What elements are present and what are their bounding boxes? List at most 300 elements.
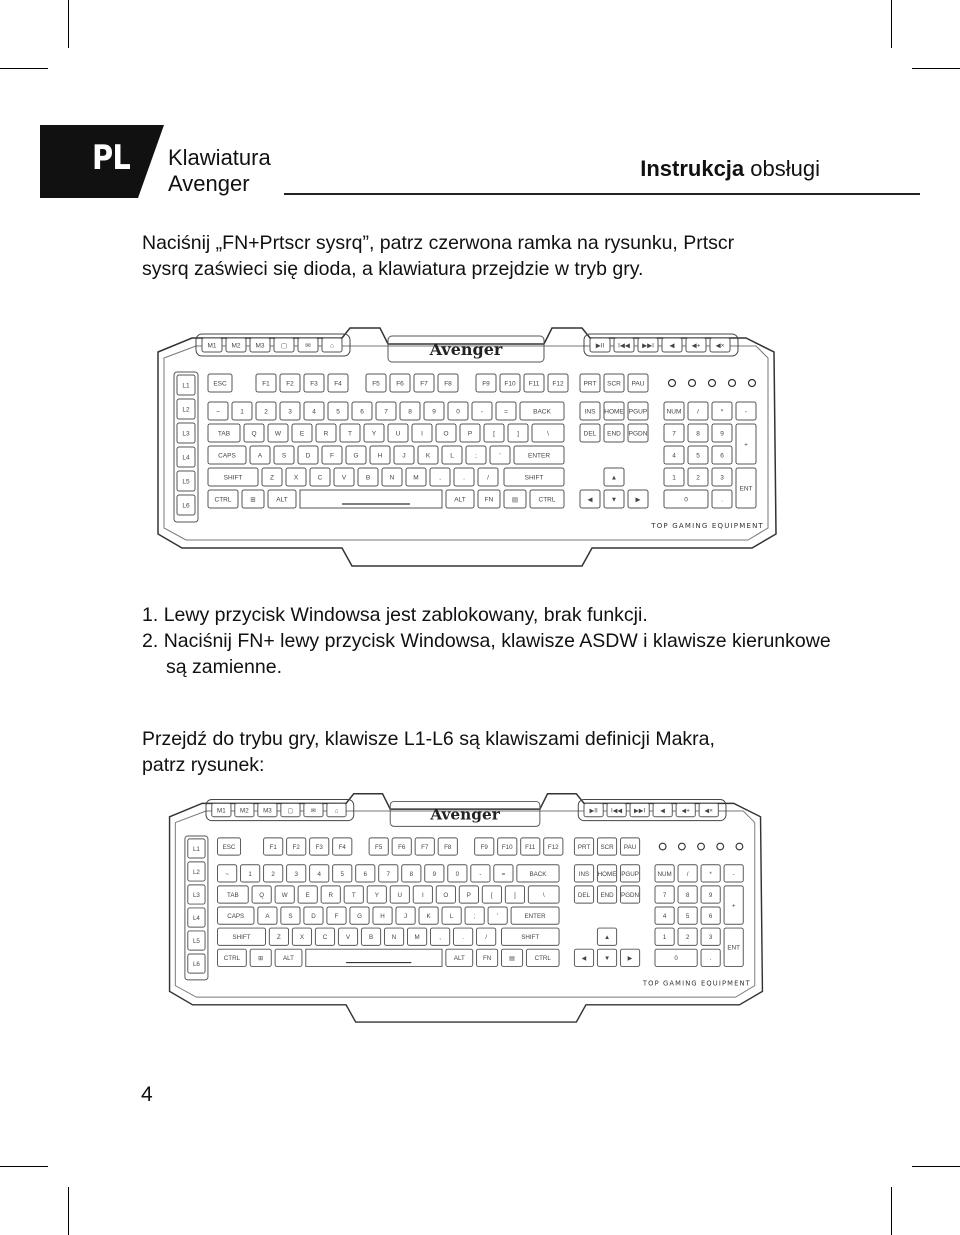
- key-label: G: [357, 912, 362, 920]
- keyboard-key: [630, 803, 649, 816]
- keyboard-key: [501, 949, 522, 966]
- keyboard-key: [218, 865, 237, 882]
- keyboard-key: [574, 865, 593, 882]
- key-label: ▶II: [595, 342, 605, 350]
- keyboard-key: [511, 907, 559, 924]
- key-label: F10: [501, 843, 513, 851]
- key-label: O: [443, 891, 449, 899]
- keyboard-key: [250, 949, 271, 966]
- crop-mark: [68, 0, 69, 48]
- key-label: L4: [182, 454, 190, 462]
- keyboard-key: [548, 374, 568, 392]
- keyboard-key: [315, 928, 334, 945]
- keyboard-key: [418, 446, 438, 464]
- keyboard-key: [655, 907, 674, 924]
- keyboard-key: [699, 803, 718, 816]
- keyboard-key: [396, 907, 415, 924]
- keyboard-key: [620, 838, 639, 855]
- key-label: ◀+: [691, 342, 701, 350]
- key-label: G: [353, 452, 359, 460]
- keyboard-key: [241, 865, 260, 882]
- key-label: -: [479, 870, 482, 878]
- keyboard-key: [604, 468, 624, 486]
- keyboard-key: [327, 907, 346, 924]
- key-label: PGUP: [628, 408, 648, 416]
- key-label: N: [389, 474, 395, 482]
- keyboard-key: [580, 490, 600, 508]
- key-label: ~: [225, 870, 229, 878]
- keyboard-key: [188, 839, 205, 858]
- keyboard-key: [517, 865, 559, 882]
- key-label: ▶▶I: [642, 342, 654, 350]
- keyboard-tagline: TOP GAMING EQUIPMENT: [642, 979, 751, 988]
- key-label: I◀◀: [610, 807, 623, 815]
- keyboard-key: [208, 490, 238, 508]
- keyboard-key: [177, 447, 195, 467]
- keyboard-key: [466, 446, 486, 464]
- key-label: Q: [251, 430, 257, 438]
- key-label: ◀: [581, 955, 587, 963]
- key-label: Y: [374, 891, 379, 899]
- keyboard-key: [662, 338, 682, 352]
- keyboard-key: [712, 402, 732, 420]
- keyboard-key: [528, 886, 559, 903]
- key-label: TAB: [217, 430, 231, 438]
- keyboard-key: [724, 928, 743, 966]
- intro-paragraph: [142, 230, 734, 282]
- keyboard-key: [321, 886, 340, 903]
- keyboard-key: [459, 886, 478, 903]
- keyboard-key: [400, 402, 420, 420]
- keyboard-key: [580, 424, 600, 442]
- keyboard-key: [620, 886, 639, 903]
- keyboard-figure-2: [160, 788, 772, 1024]
- key-label: ◀: [660, 807, 666, 815]
- product-name-line2: Avenger: [168, 171, 250, 196]
- keyboard-key: [638, 338, 658, 352]
- keyboard-key: [504, 490, 526, 508]
- key-label: X: [293, 474, 299, 482]
- keyboard-key: [287, 838, 306, 855]
- keyboard-key: [524, 374, 544, 392]
- key-label: SHIFT: [521, 934, 540, 942]
- keyboard-key: [494, 865, 513, 882]
- key-label: K: [425, 452, 431, 460]
- keyboard-key: [471, 865, 490, 882]
- key-label: NUM: [666, 408, 682, 416]
- keyboard-key: [604, 374, 624, 392]
- keyboard-key: [275, 949, 302, 966]
- keyboard-key: [664, 424, 684, 442]
- keyboard-key: [530, 490, 564, 508]
- key-label: F2: [286, 380, 294, 388]
- key-label: F4: [338, 843, 346, 851]
- key-label: M1: [217, 807, 226, 815]
- key-label: F7: [420, 380, 428, 388]
- keyboard-key: [328, 374, 348, 392]
- key-label: P: [466, 891, 471, 899]
- crop-mark: [0, 1166, 48, 1167]
- key-label: ⊞: [258, 955, 264, 963]
- keyboard-key: [188, 862, 205, 881]
- keyboard-key: [712, 424, 732, 442]
- header-rule: [284, 193, 920, 195]
- keyboard-key: [361, 928, 380, 945]
- key-label: F1: [262, 380, 270, 388]
- key-label: -: [480, 408, 484, 416]
- key-label: S: [281, 452, 287, 460]
- key-label: PRT: [577, 843, 591, 851]
- key-label: ESC: [213, 380, 227, 388]
- keyboard-key: [280, 402, 300, 420]
- key-label: J: [402, 452, 406, 460]
- keyboard-key: [597, 838, 616, 855]
- key-label: ALT: [454, 496, 466, 504]
- keyboard-key: [590, 338, 610, 352]
- keyboard-key: [500, 374, 520, 392]
- keyboard-key: [188, 885, 205, 904]
- keyboard-key: [477, 928, 496, 945]
- key-label: P: [467, 430, 473, 438]
- key-label: 2: [264, 408, 268, 416]
- key-label: PGUP: [621, 870, 639, 878]
- key-label: /: [485, 934, 488, 942]
- key-label: FN: [484, 496, 494, 504]
- key-label: .: [709, 955, 712, 963]
- key-label: F4: [334, 380, 342, 388]
- key-label: M: [413, 474, 419, 482]
- product-name-line1: Klawiatura: [168, 145, 271, 170]
- manual-title-rest: obsługi: [750, 156, 820, 181]
- keyboard-key: [664, 446, 684, 464]
- crop-mark: [68, 1187, 69, 1235]
- key-label: SCR: [607, 380, 621, 388]
- key-label: FN: [482, 955, 492, 963]
- keyboard-key: [376, 402, 396, 420]
- keyboard-key: [436, 886, 455, 903]
- keyboard-key: [356, 865, 375, 882]
- key-label: 3: [294, 870, 298, 878]
- crop-mark: [891, 1187, 892, 1235]
- key-label: C: [317, 474, 323, 482]
- key-label: ⊞: [250, 496, 256, 504]
- key-label: F11: [525, 843, 536, 851]
- key-label: 3: [720, 474, 724, 482]
- keyboard-key: [653, 803, 672, 816]
- key-label: ▶II: [589, 807, 598, 815]
- key-label: ◀: [587, 496, 593, 504]
- keyboard-key: [712, 490, 732, 508]
- keyboard-key: [177, 495, 195, 515]
- key-label: 8: [408, 408, 412, 416]
- keyboard-key: [333, 865, 352, 882]
- keyboard-inner-outline: [175, 811, 754, 997]
- keyboard-key: [472, 402, 492, 420]
- key-label: ✉: [310, 807, 317, 815]
- key-label: 6: [363, 870, 368, 878]
- keyboard-key: [580, 402, 600, 420]
- key-label: E: [305, 891, 310, 899]
- key-label: ENTER: [527, 452, 551, 460]
- keyboard-key: [655, 928, 674, 945]
- keyboard-key: [442, 446, 462, 464]
- key-label: 1: [248, 870, 252, 878]
- key-label: CAPS: [227, 912, 245, 920]
- keyboard-key: [292, 928, 311, 945]
- keyboard-key: [701, 949, 720, 966]
- keyboard-key: [340, 424, 360, 442]
- key-label: 6: [708, 912, 713, 920]
- key-label: BACK: [533, 408, 551, 416]
- key-label: L6: [192, 960, 200, 968]
- keyboard-figure-1: [152, 322, 782, 568]
- keyboard-key: [712, 446, 732, 464]
- keyboard-key: [310, 838, 329, 855]
- keyboard-key: [208, 374, 232, 392]
- key-label: /: [487, 474, 489, 482]
- keyboard-key: [628, 374, 648, 392]
- keyboard-key: [655, 886, 674, 903]
- keyboard-key: [177, 375, 195, 395]
- keyboard-key: [275, 886, 294, 903]
- key-label: CAPS: [218, 452, 236, 460]
- key-label: B: [365, 474, 371, 482]
- keyboard-key: [208, 402, 228, 420]
- keyboard-key: [333, 838, 352, 855]
- key-label: 3: [288, 408, 292, 416]
- keyboard-key: [208, 446, 246, 464]
- keyboard-key: [242, 490, 264, 508]
- key-label: 6: [720, 452, 724, 460]
- keyboard-key: [298, 886, 317, 903]
- keyboard-key: [676, 803, 695, 816]
- keyboard-key: [678, 886, 697, 903]
- key-label: E: [299, 430, 305, 438]
- key-label: I: [421, 430, 423, 438]
- key-label: HOME: [597, 870, 617, 878]
- keyboard-key: [218, 838, 241, 855]
- key-label: M1: [207, 342, 217, 350]
- key-label: PAU: [631, 380, 645, 388]
- keyboard-key: [364, 424, 384, 442]
- keyboard-key: [304, 907, 323, 924]
- key-label: F11: [528, 380, 540, 388]
- keyboard-key: [597, 886, 616, 903]
- keyboard-key: [264, 865, 283, 882]
- key-label: F2: [292, 843, 300, 851]
- key-label: ◀: [669, 342, 675, 350]
- keyboard-key: [281, 907, 300, 924]
- key-label: 8: [696, 430, 700, 438]
- keyboard-key: [322, 446, 342, 464]
- key-label: ▼: [610, 496, 618, 504]
- key-label: 8: [409, 870, 414, 878]
- keyboard-key: [218, 907, 254, 924]
- list-item-text: Naciśnij FN+ lewy przycisk Windowsa, klawisze ASDW i klawisze kierunkowe są zamienne.: [163, 630, 831, 678]
- key-label: F9: [482, 380, 490, 388]
- indicator-led: [736, 843, 743, 850]
- keyboard-key: [235, 803, 254, 816]
- keyboard-key: [688, 402, 708, 420]
- keyboard-key: [460, 424, 480, 442]
- key-label: \: [547, 430, 549, 438]
- keyboard-key: [664, 490, 708, 508]
- key-label: 7: [386, 870, 391, 878]
- key-label: 3: [708, 934, 713, 942]
- keyboard-key: [406, 468, 426, 486]
- keyboard-key: [344, 886, 363, 903]
- key-label: =: [501, 870, 506, 878]
- keyboard-key: [304, 374, 324, 392]
- keyboard-key: [712, 468, 732, 486]
- key-label: *: [709, 870, 712, 878]
- keyboard-key: [736, 402, 756, 420]
- key-label: U: [395, 430, 401, 438]
- keyboard-key: [574, 886, 593, 903]
- key-label: ENTER: [524, 912, 546, 920]
- indicator-led: [709, 380, 716, 387]
- keyboard-key: [688, 424, 708, 442]
- key-label: ◀+: [681, 807, 690, 815]
- key-label: 7: [672, 430, 676, 438]
- keyboard-key: [322, 338, 342, 352]
- key-label: 2: [271, 870, 275, 878]
- keyboard-key: [574, 949, 593, 966]
- key-label: Z: [270, 474, 274, 482]
- keyboard-key: [488, 907, 507, 924]
- keyboard-key: [298, 338, 318, 352]
- key-label: 0: [674, 955, 678, 963]
- key-label: F: [330, 452, 334, 460]
- keyboard-key: [212, 803, 231, 816]
- key-label: PGDN: [621, 891, 640, 899]
- keyboard-key: [414, 374, 434, 392]
- keyboard-key: [382, 468, 402, 486]
- key-label: A: [265, 912, 270, 920]
- key-label: HOME: [604, 408, 624, 416]
- keyboard-key: [286, 468, 306, 486]
- key-label: *: [720, 408, 724, 416]
- key-label: H: [380, 912, 385, 920]
- space-key: [300, 490, 442, 508]
- keyboard-key: [269, 928, 288, 945]
- keyboard-key: [478, 490, 500, 508]
- brand-logo: Avenger: [429, 340, 503, 359]
- keyboard-tagline: TOP GAMING EQUIPMENT: [651, 522, 764, 530]
- key-label: 9: [432, 408, 436, 416]
- keyboard-key: [188, 908, 205, 927]
- keyboard-key: [430, 468, 450, 486]
- key-label: NUM: [657, 870, 672, 878]
- keyboard-key: [505, 886, 524, 903]
- key-label: 5: [685, 912, 690, 920]
- keyboard-key: [736, 468, 756, 508]
- keyboard-key: [390, 374, 410, 392]
- keyboard-key: [352, 402, 372, 420]
- keyboard-key: [407, 928, 426, 945]
- key-label: I: [421, 891, 424, 899]
- list-item-number: 2.: [142, 630, 159, 652]
- keyboard-key: [392, 838, 411, 855]
- key-label: =: [504, 408, 508, 416]
- key-label: 0: [456, 408, 460, 416]
- key-label: .: [462, 934, 464, 942]
- key-label: 4: [317, 870, 321, 878]
- key-label: ✉: [305, 342, 311, 350]
- keyboard-key: [448, 865, 467, 882]
- key-label: ▤: [511, 496, 519, 504]
- indicator-led: [669, 380, 676, 387]
- key-label: ': [497, 912, 499, 920]
- indicator-led: [659, 843, 666, 850]
- key-label: ALT: [276, 496, 288, 504]
- keyboard-key: [373, 907, 392, 924]
- key-label: ': [499, 452, 501, 460]
- keyboard-key: [274, 338, 294, 352]
- keyboard-key: [415, 838, 434, 855]
- instruction-list: [142, 602, 842, 680]
- keyboard-key: [664, 402, 684, 420]
- key-label: 4: [312, 408, 316, 416]
- intro-line-2: sysrq zaświeci się dioda, a klawiatura przejdzie w tryb gry.: [142, 258, 644, 280]
- key-label: B: [368, 934, 374, 942]
- keyboard-key: [370, 446, 390, 464]
- key-label: F12: [547, 843, 559, 851]
- key-label: SHIFT: [232, 934, 251, 942]
- keyboard-key: [202, 338, 222, 352]
- crop-mark: [891, 0, 892, 48]
- key-label: F8: [444, 843, 452, 851]
- key-label: ,: [439, 474, 441, 482]
- key-label: 5: [340, 870, 344, 878]
- keyboard-key: [226, 338, 246, 352]
- keyboard-key: [384, 928, 403, 945]
- keyboard-key: [544, 838, 563, 855]
- keyboard-key: [358, 468, 378, 486]
- keyboard-key: [431, 928, 450, 945]
- key-label: 5: [336, 408, 340, 416]
- keyboard-key: [448, 402, 468, 420]
- key-label: ENT: [727, 944, 740, 952]
- key-label: C: [322, 934, 328, 942]
- keyboard-key: [620, 865, 639, 882]
- key-label: ]: [517, 430, 519, 438]
- keyboard-key: [446, 949, 473, 966]
- keyboard-key: [208, 424, 240, 442]
- keyboard-key: [482, 886, 501, 903]
- keyboard-key: [678, 907, 697, 924]
- keyboard-key: [686, 338, 706, 352]
- key-label: K: [426, 912, 431, 920]
- key-label: -: [732, 870, 735, 878]
- key-label: BACK: [529, 870, 547, 878]
- keyboard-key: [413, 886, 432, 903]
- key-label: INS: [578, 870, 590, 878]
- keyboard-key: [366, 374, 386, 392]
- keyboard-key: [604, 402, 624, 420]
- crop-mark: [912, 1166, 960, 1167]
- key-label: ▶▶I: [633, 807, 646, 815]
- key-label: M: [414, 934, 420, 942]
- keyboard-key: [454, 468, 474, 486]
- keyboard-key: [508, 424, 528, 442]
- indicator-led: [729, 380, 736, 387]
- key-label: F6: [398, 843, 406, 851]
- keyboard-key: [604, 490, 624, 508]
- keyboard-key: [256, 374, 276, 392]
- key-label: Y: [371, 430, 377, 438]
- outro-line-2: patrz rysunek:: [142, 754, 265, 776]
